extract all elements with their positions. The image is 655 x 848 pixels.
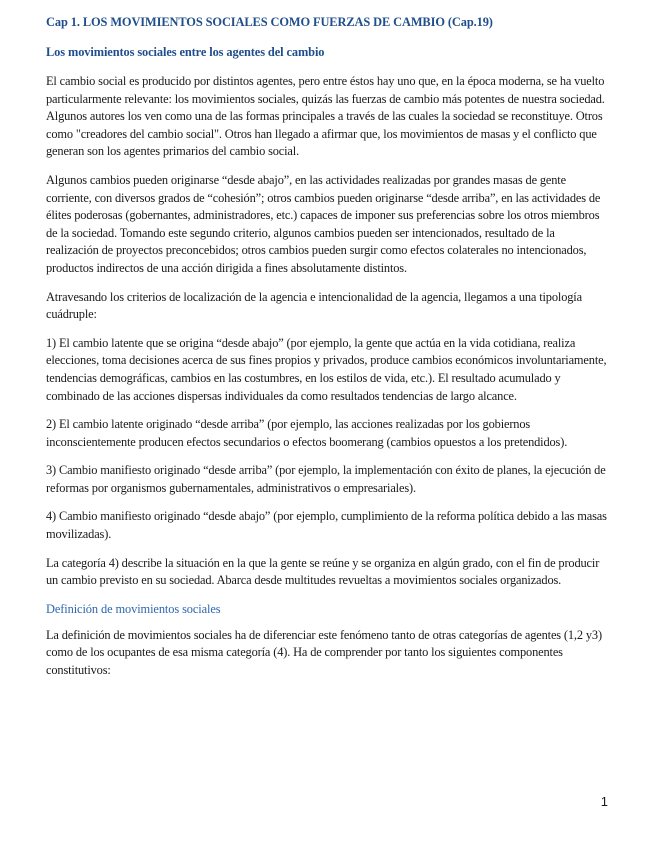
section-heading-definition: Definición de movimientos sociales bbox=[46, 601, 221, 616]
paragraph-definition: La definición de movimientos sociales ha de diferenciar este fenómeno tanto de otras categorías de agentes (1,2 y3) como de los ocupantes de esa misma categoría (4). Ha de comprender por tanto los siguientes componentes constitutivos: bbox=[46, 627, 602, 678]
paragraph-type-2: 2) El cambio latente originado “desde arriba” (por ejemplo, las acciones realizadas por los gobiernos inconscientemente producen efectos secundarios o efectos boomerang (cambios opuestos a los pretendidos). bbox=[46, 417, 568, 449]
paragraph-category-4: La categoría 4) describe la situación en la que la gente se reúne y se organiza en algún grado, con el fin de producir un cambio previsto en su sociedad. Abarca desde multitudes revueltas a movimientos sociales organizados. bbox=[46, 555, 600, 588]
page-number: 1 bbox=[600, 794, 608, 809]
paragraph-type-1: 1) El cambio latente que se origina “desde abajo” (por ejemplo, la gente que actúa en la vida cotidiana, realiza elecciones, toma decisiones acerca de sus fines propios y privados, produce cambios económicos involuntariamente, tendencias demográficas, cambios en las costumbres, en los estilos de vida, etc.). El resultado acumulado y combinado de las acciones dispersas individuales da como resultados tendencias de largo alcance. bbox=[46, 335, 607, 403]
paragraph-origins: Algunos cambios pueden originarse “desde abajo”, en las actividades realizadas por grandes masas de gente corriente, con diversos grados de “cohesión”; otros cambios pueden originarse “desde arriba”, en las actividades de élites poderosas (gobernantes, administradores, etc.) capaces de imponer sus preferencias sobre los otros miembros de la sociedad. Tomando este segundo criterio, algunos cambios pueden ser intencionados, resultado de la realización de proyectos preconcebidos; otros cambios pueden surgir como efectos colaterales no intencionados, productos indirectos de una acción dirigida a fines absolutamente distintos. bbox=[46, 172, 601, 275]
paragraph-type-4: 4) Cambio manifiesto originado “desde abajo” (por ejemplo, cumplimiento de la reforma política debido a las masas movilizadas). bbox=[46, 509, 607, 542]
paragraph-type-3: 3) Cambio manifiesto originado “desde arriba” (por ejemplo, la implementación con éxito de planes, la ejecución de reformas por organismos gubernamentales, administrativos o empresariales). bbox=[46, 463, 606, 495]
chapter-title: Cap 1. LOS MOVIMIENTOS SOCIALES COMO FUERZAS DE CAMBIO (Cap.19) bbox=[46, 15, 493, 29]
paragraph-intro: El cambio social es producido por distintos agentes, pero entre éstos hay uno que, en la época moderna, se ha vuelto particularmente relevante: los movimientos sociales, quizás las fuerzas de cambio más potentes de nuestra sociedad. Algunos autores los ven como una de las formas principales a través de las cuales la sociedad se reconstituye. Otros como "creadores del cambio social". Otros han llegado a afirmar que, los movimientos de masas y el conflicto que generan son los agentes primarios del cambio social. bbox=[46, 74, 605, 159]
paragraph-typology-intro: Atravesando los criterios de localización de la agencia e intencionalidad de la agencia, llegamos a una tipología cuádruple: bbox=[46, 289, 582, 322]
document-page bbox=[46, 14, 610, 691]
section-subtitle: Los movimientos sociales entre los agentes del cambio bbox=[46, 45, 325, 59]
